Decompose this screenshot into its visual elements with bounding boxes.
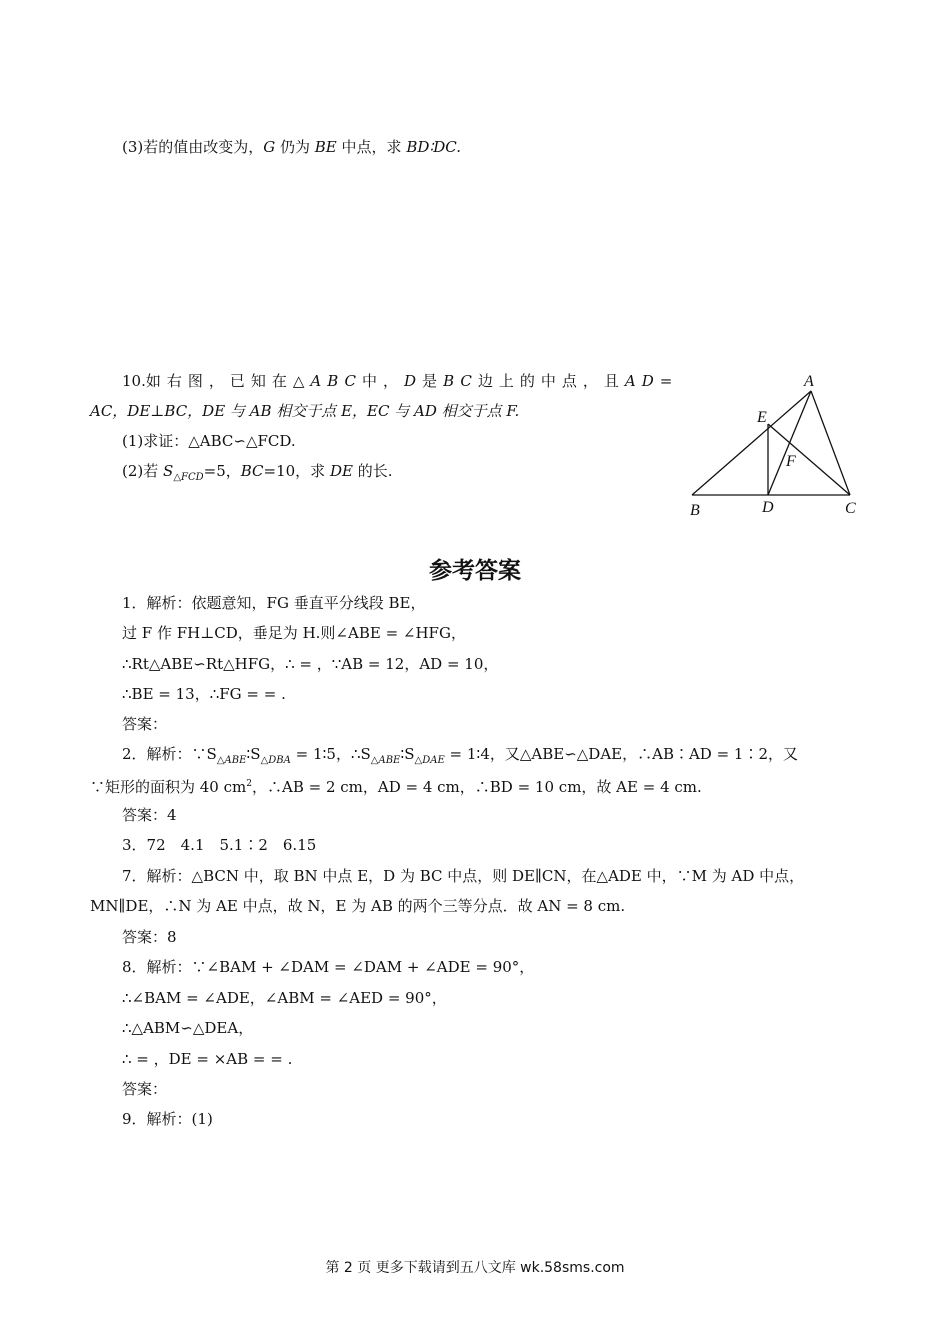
a2-sub2: △DBA <box>260 755 291 766</box>
a1-line2: 过 F 作 FH⊥CD，垂足为 H.则∠ABE = ∠HFG， <box>122 624 466 642</box>
a8-line3: ∴△ABM∽△DEA， <box>122 1019 254 1037</box>
q9-part3-be: BE <box>314 138 337 156</box>
a1-answer: 答案： <box>122 715 168 733</box>
a1-line4: ∴BE = 13，∴FG = = . <box>122 685 286 703</box>
a2-sub1: △ABE <box>216 755 247 766</box>
a3-line: 3．72 4.1 5.1∶2 6.15 <box>122 836 317 854</box>
q10-part2-bc: BC <box>240 462 264 480</box>
segment-ba <box>692 391 811 495</box>
segment-ec <box>768 424 850 495</box>
q10-bc: BC <box>443 372 478 390</box>
a2-l2-a: ∵矩形的面积为 40 cm <box>90 778 247 796</box>
a2-sub3: △ABE <box>370 755 401 766</box>
a2-l2-b: ，∴AB = 2 cm，AD = 4 cm，∴BD = 10 cm，故 AE = 4 cm. <box>251 778 702 796</box>
q10-part2-b: =5， <box>203 462 241 480</box>
a2-line2 <box>90 774 702 797</box>
q9-part3-prefix: (3)若的值由改变为， <box>122 138 264 156</box>
q10-d: D <box>404 372 423 390</box>
a2-sup: 2 <box>246 779 252 789</box>
q9-part3-g: G <box>263 138 276 156</box>
a1-line1: 1．解析：依题意知，FG 垂直平分线段 BE， <box>122 594 426 612</box>
a1-line3: ∴Rt△ABE∽Rt△HFG，∴ = ，∵AB = 12，AD = 10， <box>122 655 499 673</box>
q9-part3-ratio: BD∶DC. <box>406 138 462 156</box>
q10-text-a: 如右图，已知在△ <box>145 372 311 390</box>
a2-line1 <box>122 744 798 771</box>
label-b: B <box>690 502 700 519</box>
a2-sub4: △DAE <box>414 755 445 766</box>
a8-answer: 答案： <box>122 1080 168 1098</box>
label-e: E <box>757 409 767 426</box>
a2-answer: 答案：4 <box>122 806 177 824</box>
a9-line: 9．解析：(1) <box>122 1110 213 1128</box>
q10-text-d: 边上的中点，且 <box>477 372 625 390</box>
label-f: F <box>786 453 796 470</box>
q9-part3-mid1: 仍为 <box>275 138 315 156</box>
a7-answer: 答案：8 <box>122 928 177 946</box>
q10-text-c: 是 <box>422 372 444 390</box>
a2-l1-b: ∶S <box>246 745 261 763</box>
q10-part2-a: (2)若 <box>122 462 164 480</box>
answers-title: 参考答案 <box>429 558 521 584</box>
q10-part2-s: S <box>163 462 174 480</box>
label-d: D <box>762 499 774 516</box>
a7-line2: MN∥DE，∴N 为 AE 中点，故 N，E 为 AB 的两个三等分点．故 AN = 8 cm. <box>90 897 626 915</box>
q10-number: 10. <box>122 372 146 390</box>
q9-part3 <box>122 137 461 157</box>
label-a: A <box>804 373 814 390</box>
q10-part1: (1)求证：△ABC∽△FCD. <box>122 432 296 450</box>
q10-eq: = <box>659 372 673 390</box>
q9-part3-mid2: 中点，求 <box>336 138 407 156</box>
q10-line1 <box>122 371 672 391</box>
a2-l1-e: = 1∶4，又△ABE∽△DAE，∴AB∶AD = 1∶2，又 <box>444 745 799 763</box>
a2-l1-d: ∶S <box>400 745 415 763</box>
q10-text-b: 中， <box>362 372 405 390</box>
a8-line4: ∴ = ，DE = ×AB = = . <box>122 1050 293 1068</box>
triangle-figure <box>680 362 870 522</box>
q10-ad: AD <box>624 372 660 390</box>
page-footer: 第 2 页 更多下载请到五八文库 wk.58sms.com <box>325 1260 625 1276</box>
q10-line2: AC，DE⊥BC，DE 与 AB 相交于点 E，EC 与 AD 相交于点 F. <box>90 402 520 420</box>
q10-part2-sub: △FCD <box>173 472 204 483</box>
a2-l1-c: = 1∶5，∴S <box>290 745 371 763</box>
q10-part2-c: =10，求 <box>263 462 330 480</box>
q10-abc: ABC <box>310 372 363 390</box>
segment-ac <box>811 391 850 495</box>
q10-part2-d: 的长. <box>352 462 393 480</box>
label-c: C <box>845 500 856 517</box>
q10-part2 <box>122 461 393 488</box>
a8-line2: ∴∠BAM = ∠ADE，∠ABM = ∠AED = 90°， <box>122 989 447 1007</box>
q10-part2-de: DE <box>329 462 353 480</box>
a2-l1-a: 2．解析：∵S <box>122 745 217 763</box>
a7-line1: 7．解析：△BCN 中，取 BN 中点 E，D 为 BC 中点，则 DE∥CN，在△ADE 中，∵M 为 AD 中点， <box>122 867 805 885</box>
a8-line1: 8．解析：∵∠BAM + ∠DAM = ∠DAM + ∠ADE = 90°， <box>122 958 535 976</box>
